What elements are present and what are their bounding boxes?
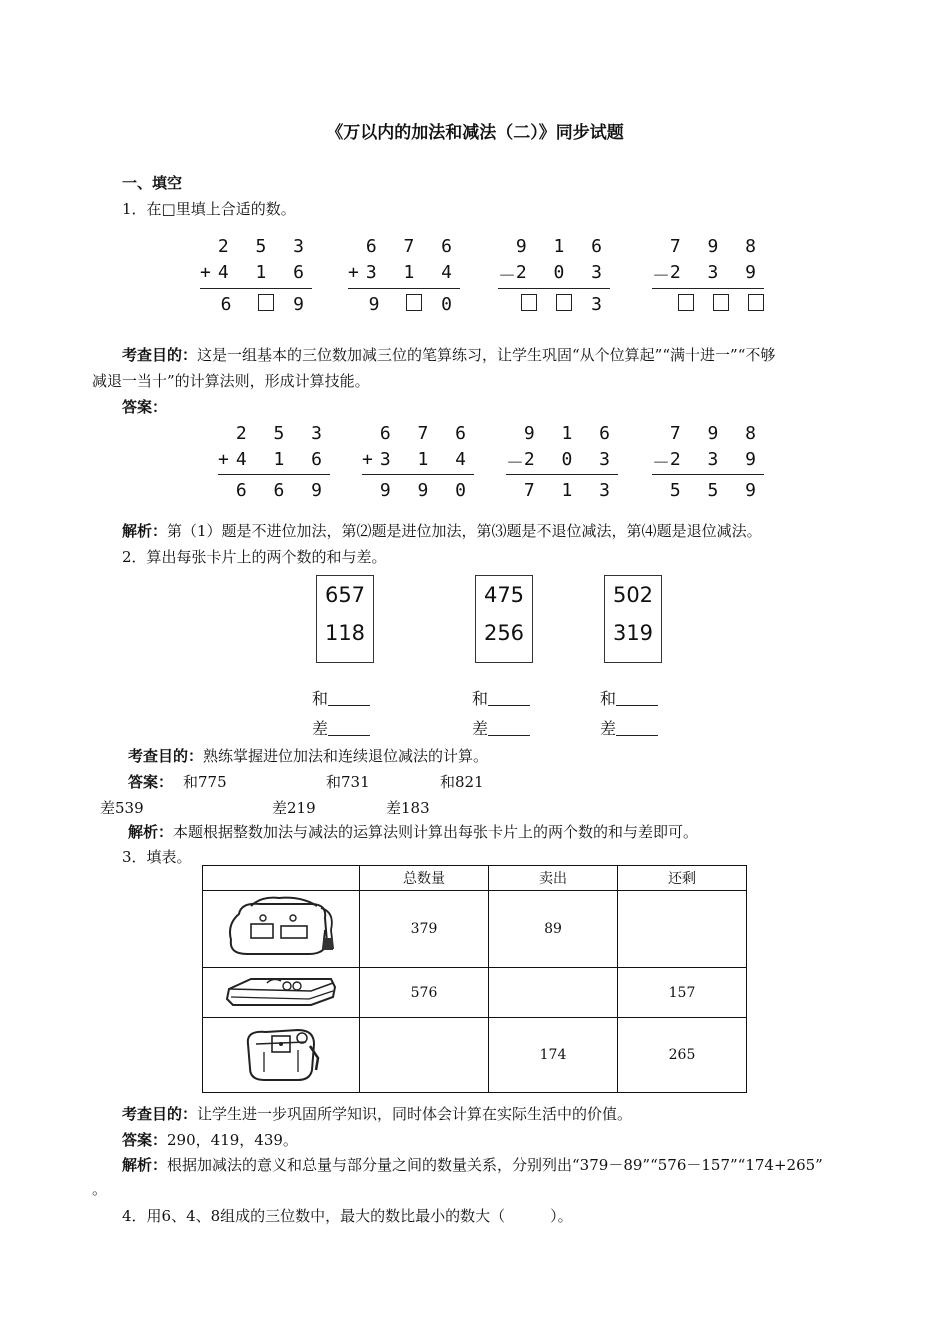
top-number: 6 7 6 xyxy=(365,236,460,257)
table-cell-total: 576 xyxy=(360,968,489,1018)
bottom-number: 2 3 9 xyxy=(669,449,764,470)
card-number-top: 502 xyxy=(612,583,654,607)
result-digits xyxy=(521,294,610,315)
bottom-number: 2 3 9 xyxy=(669,262,764,283)
number-card xyxy=(604,575,662,663)
q1-answer-label: 答案： xyxy=(122,398,168,416)
diff-blank[interactable] xyxy=(312,716,370,739)
goal-text: 让学生进一步巩固所学知识，同时体会计算在实际生活中的价值。 xyxy=(197,1105,633,1123)
card-number-top: 657 xyxy=(324,583,366,607)
goal-label: 考查目的： xyxy=(122,1105,198,1123)
diff-label: 差 xyxy=(312,719,329,738)
result-digits xyxy=(221,294,312,315)
result-number: 9 9 0 xyxy=(379,480,474,501)
top-number: 9 1 6 xyxy=(523,423,618,444)
goal-label: 考查目的： xyxy=(122,346,198,364)
analysis-text: 根据加减法的意义和总量与部分量之间的数量关系，分别列出“379－89”“576－157”“174+265” xyxy=(167,1156,823,1174)
operator: － xyxy=(506,453,524,474)
bottom-number: 4 1 6 xyxy=(217,262,312,283)
sum-label: 和 xyxy=(472,689,489,708)
sum-blank[interactable] xyxy=(600,686,658,709)
sum-line xyxy=(652,288,764,289)
answer-text: 290，419，439。 xyxy=(167,1131,298,1149)
diff-label: 差 xyxy=(600,719,617,738)
sum-line xyxy=(200,288,312,289)
page-title: 《万以内的加法和减法（二）》同步试题 xyxy=(326,123,624,143)
answer-calculation xyxy=(218,423,330,503)
result-digit: 6 xyxy=(220,294,240,315)
operator: + xyxy=(218,449,229,470)
card-number-bottom: 118 xyxy=(324,621,366,645)
table-row xyxy=(203,1018,747,1093)
bottom-number: 3 1 4 xyxy=(379,449,474,470)
bottom-number: 4 1 6 xyxy=(235,449,330,470)
top-number: 2 5 3 xyxy=(235,423,330,444)
result-number: 6 6 9 xyxy=(235,480,330,501)
question-3-label: 3．填表。 xyxy=(122,848,192,866)
q2-analysis xyxy=(128,821,698,842)
table-header xyxy=(203,866,360,891)
sum-line xyxy=(506,474,618,475)
fill-table xyxy=(202,865,747,1093)
card-number-bottom: 319 xyxy=(612,621,654,645)
pencil-case-icon xyxy=(203,968,360,1018)
answer-label: 答案： xyxy=(122,1131,168,1149)
diff-label: 差 xyxy=(472,719,489,738)
sum-line xyxy=(498,288,610,289)
top-number: 7 9 8 xyxy=(669,423,764,444)
vertical-calculation xyxy=(498,236,610,316)
result-digits xyxy=(369,294,460,315)
sum-line xyxy=(348,288,460,289)
answer-box[interactable] xyxy=(678,294,694,311)
result-digits xyxy=(678,294,764,315)
table-cell-total: 379 xyxy=(360,891,489,968)
question-4-label: 4．用6、4、8组成的三位数中，最大的数比最小的数大（ ）。 xyxy=(122,1207,573,1225)
goal-text: 这是一组基本的三位数加减三位的笔算练习，让学生巩固“从个位算起”“满十进一”“不够 xyxy=(197,346,776,364)
sum-line xyxy=(362,474,474,475)
answer-label: 答案： xyxy=(128,773,174,791)
answer-diff-1: 差539 xyxy=(100,799,144,817)
table-cell-left: 265 xyxy=(618,1018,747,1093)
answer-box[interactable] xyxy=(713,294,729,311)
analysis-label: 解析： xyxy=(122,522,168,540)
top-number: 9 1 6 xyxy=(515,236,610,257)
operator: + xyxy=(200,262,211,283)
question-2-label: 2．算出每张卡片上的两个数的和与差。 xyxy=(122,548,387,566)
answer-box[interactable] xyxy=(258,294,274,311)
result-digit: 9 xyxy=(293,294,312,315)
operator: － xyxy=(498,266,516,287)
goal-text: 熟练掌握进位加法和连续退位减法的计算。 xyxy=(203,747,489,765)
card-number-top: 475 xyxy=(483,583,525,607)
q3-goal xyxy=(122,1103,632,1124)
answer-sum-2: 和731 xyxy=(326,773,370,791)
answer-box[interactable] xyxy=(406,294,422,311)
table-header-row xyxy=(203,866,747,891)
bottom-number: 3 1 4 xyxy=(365,262,460,283)
answer-calculation xyxy=(362,423,474,503)
q1-analysis xyxy=(122,520,762,541)
table-cell-left: 157 xyxy=(618,968,747,1018)
sum-blank[interactable] xyxy=(312,686,370,709)
table-row xyxy=(203,891,747,968)
q3-analysis xyxy=(122,1154,823,1175)
result-digit: 0 xyxy=(441,294,460,315)
table-cell-total[interactable] xyxy=(360,1018,489,1093)
answer-diff-3: 差183 xyxy=(386,799,430,817)
table-header: 还剩 xyxy=(618,866,747,891)
bottom-number: 2 0 3 xyxy=(523,449,618,470)
operator: － xyxy=(652,453,670,474)
q2-answer-row xyxy=(128,771,173,792)
answer-box[interactable] xyxy=(521,294,537,311)
q1-goal-cont: 减退一当十”的计算法则，形成计算技能。 xyxy=(92,372,370,390)
answer-box[interactable] xyxy=(748,294,764,311)
analysis-text: 本题根据整数加法与减法的运算法则计算出每张卡片上的两个数的和与差即可。 xyxy=(173,823,699,841)
operator: + xyxy=(348,262,359,283)
result-digit: 9 xyxy=(368,294,388,315)
vertical-calculation xyxy=(200,236,312,316)
table-header: 总数量 xyxy=(360,866,489,891)
table-cell-sold[interactable] xyxy=(489,968,618,1018)
answer-box[interactable] xyxy=(556,294,572,311)
number-card xyxy=(475,575,533,663)
analysis-label: 解析： xyxy=(128,823,174,841)
result-number: 7 1 3 xyxy=(523,480,618,501)
diff-blank[interactable] xyxy=(472,716,530,739)
diff-blank[interactable] xyxy=(600,716,658,739)
goal-label: 考查目的： xyxy=(128,747,204,765)
section-heading: 一、填空 xyxy=(122,174,183,192)
bag-icon xyxy=(203,891,360,968)
table-row xyxy=(203,968,747,1018)
analysis-text: 第（1）题是不进位加法，第⑵题是进位加法，第⑶题是不退位减法，第⑷题是退位减法。 xyxy=(167,522,762,540)
sum-line xyxy=(652,474,764,475)
analysis-label: 解析： xyxy=(122,1156,168,1174)
sum-line xyxy=(218,474,330,475)
table-cell-sold: 89 xyxy=(489,891,618,968)
answer-calculation xyxy=(652,423,764,503)
answer-sum-3: 和821 xyxy=(440,773,484,791)
question-1-label: 1．在□里填上合适的数。 xyxy=(122,200,296,218)
bottom-number: 2 0 3 xyxy=(515,262,610,283)
result-digit: 3 xyxy=(591,294,610,315)
sum-blank[interactable] xyxy=(472,686,530,709)
result-number: 5 5 9 xyxy=(669,480,764,501)
sum-label: 和 xyxy=(312,689,329,708)
table-cell-left[interactable] xyxy=(618,891,747,968)
backpack-icon xyxy=(203,1018,360,1093)
q3-answer xyxy=(122,1129,298,1150)
number-card xyxy=(316,575,374,663)
q2-goal xyxy=(128,745,488,766)
top-number: 7 9 8 xyxy=(669,236,764,257)
card-number-bottom: 256 xyxy=(483,621,525,645)
top-number: 6 7 6 xyxy=(379,423,474,444)
answer-calculation xyxy=(506,423,618,503)
vertical-calculation xyxy=(348,236,460,316)
table-cell-sold: 174 xyxy=(489,1018,618,1093)
q1-goal xyxy=(122,342,775,368)
answer-sum-1: 和775 xyxy=(183,773,227,791)
table-header: 卖出 xyxy=(489,866,618,891)
q3-analysis-tail: 。 xyxy=(92,1180,108,1198)
answer-diff-2: 差219 xyxy=(272,799,316,817)
operator: － xyxy=(652,266,670,287)
top-number: 2 5 3 xyxy=(217,236,312,257)
vertical-calculation xyxy=(652,236,764,316)
sum-label: 和 xyxy=(600,689,617,708)
operator: + xyxy=(362,449,373,470)
